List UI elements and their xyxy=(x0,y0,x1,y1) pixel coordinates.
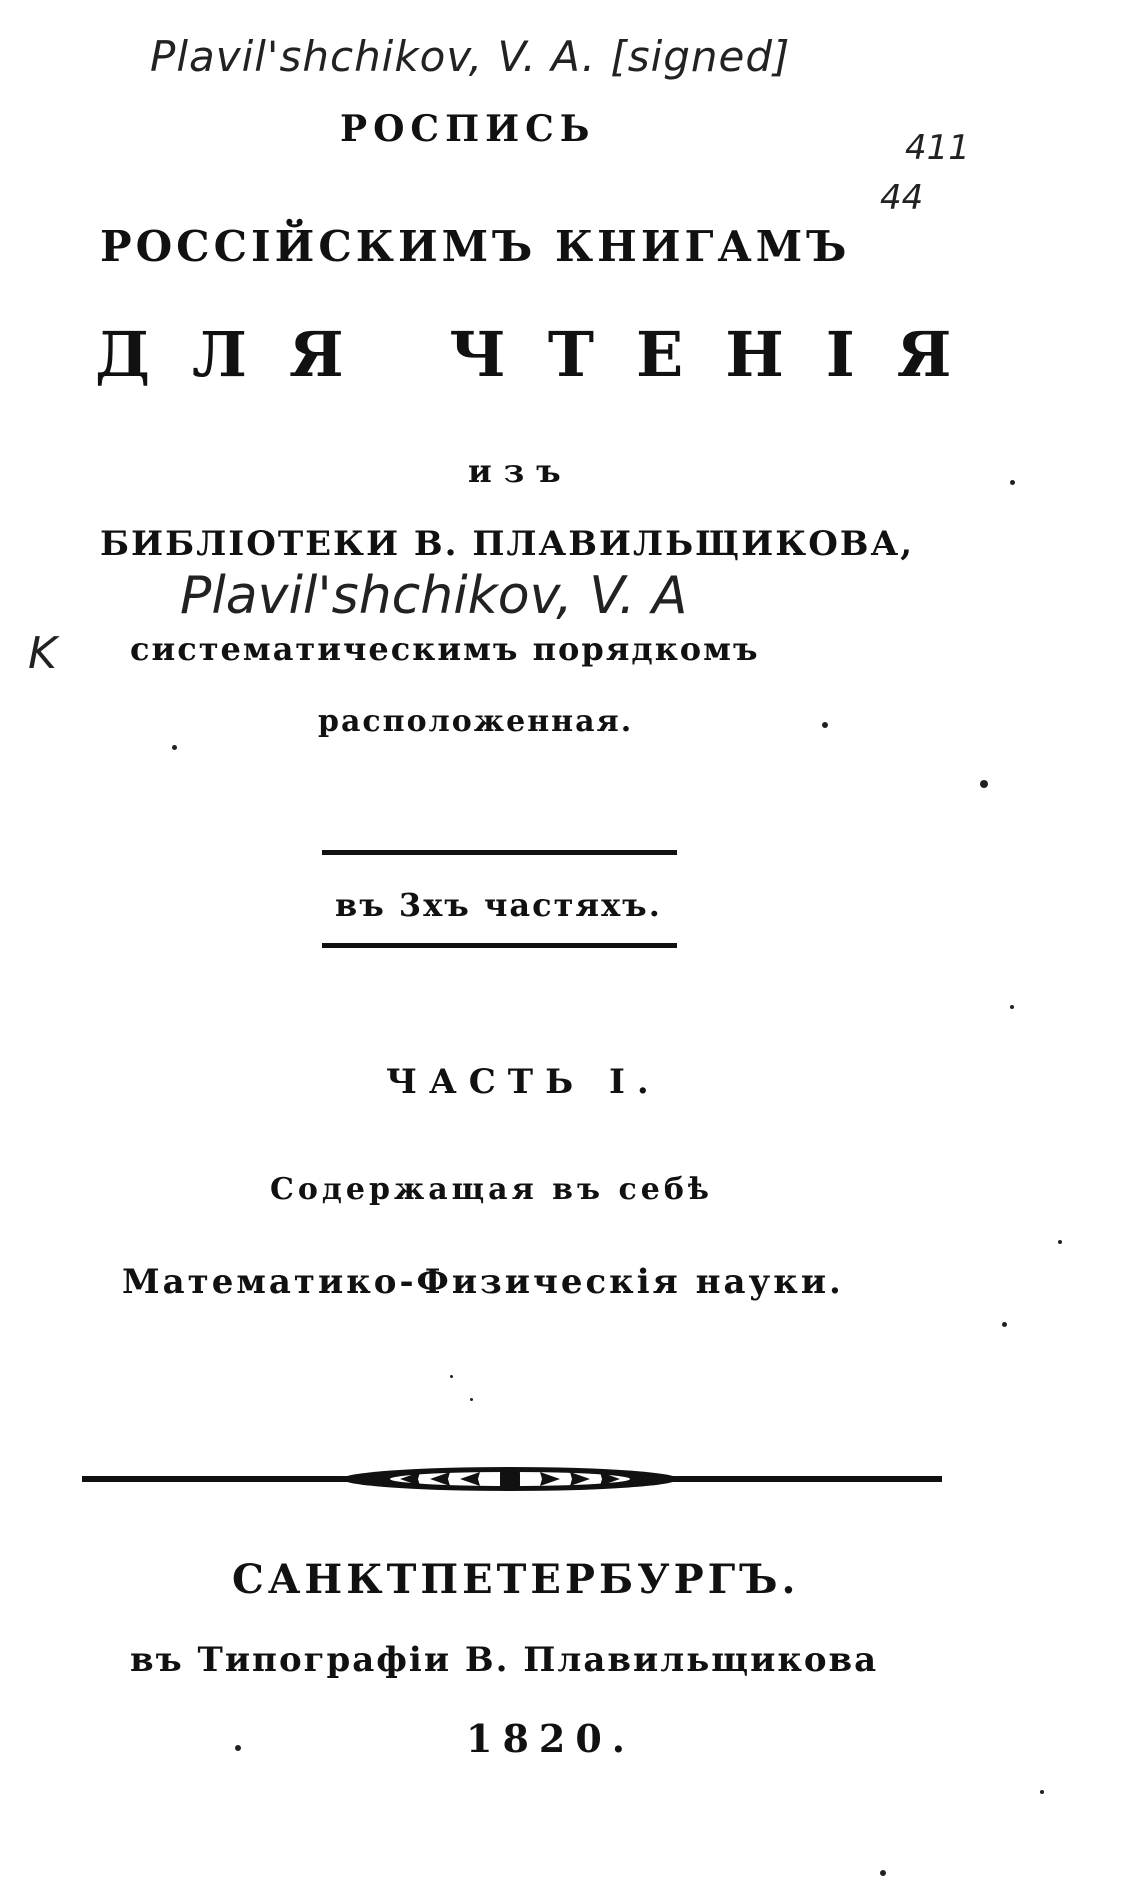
scan-speck xyxy=(1058,1240,1062,1244)
scan-speck xyxy=(172,745,177,750)
scan-speck xyxy=(822,722,828,728)
scan-speck xyxy=(470,1398,473,1401)
rule-upper xyxy=(322,850,677,855)
scan-speck xyxy=(1002,1322,1007,1327)
scan-speck xyxy=(1040,1790,1044,1794)
ornament-center xyxy=(340,1462,680,1496)
imprint-printer: въ Типографіи В. Плавильщикова xyxy=(130,1640,879,1680)
rule-lower xyxy=(322,943,677,948)
scan-speck xyxy=(1010,1005,1014,1009)
handwritten-catalog-number-2: 44 xyxy=(880,178,924,218)
handwritten-name-annotation: Plavil'shchikov, V. A xyxy=(180,566,688,626)
handwritten-catalog-number-1: 411 xyxy=(905,128,970,168)
scan-speck xyxy=(980,780,988,788)
handwritten-margin-mark: K xyxy=(28,628,57,679)
title-line-sistematicheskim: систематическимъ порядкомъ xyxy=(130,630,760,668)
parts-note: въ 3хъ частяхъ. xyxy=(335,886,662,924)
title-line-rospis: РОСПИСЬ xyxy=(340,108,596,150)
title-line-iz: изъ xyxy=(468,452,573,490)
imprint-year: 1820. xyxy=(466,1716,635,1761)
part-label: ЧАСТЬ I. xyxy=(386,1062,661,1102)
imprint-city: САНКТПЕТЕРБУРГЪ. xyxy=(232,1556,800,1603)
title-line-biblioteki: БИБЛІОТЕКИ В. ПЛАВИЛЬЩИКОВА, xyxy=(100,524,915,564)
handwritten-annotation-top: Plavil'shchikov, V. A. [signed] xyxy=(150,32,791,81)
contents-subject: Математико-Физическія науки. xyxy=(122,1262,844,1302)
scan-speck xyxy=(880,1870,886,1876)
scan-speck xyxy=(1010,480,1015,485)
title-line-rossiiskim-knigam: РОССІЙСКИМЪ КНИГАМЪ xyxy=(100,222,851,271)
scan-speck xyxy=(450,1375,453,1378)
contents-intro: Содержащая въ себѣ xyxy=(270,1172,713,1207)
title-line-raspolozhennaya: расположенная. xyxy=(318,704,634,739)
scan-speck xyxy=(235,1745,241,1751)
title-line-dlya-chteniya: ДЛЯ ЧТЕНІЯ xyxy=(95,318,994,391)
